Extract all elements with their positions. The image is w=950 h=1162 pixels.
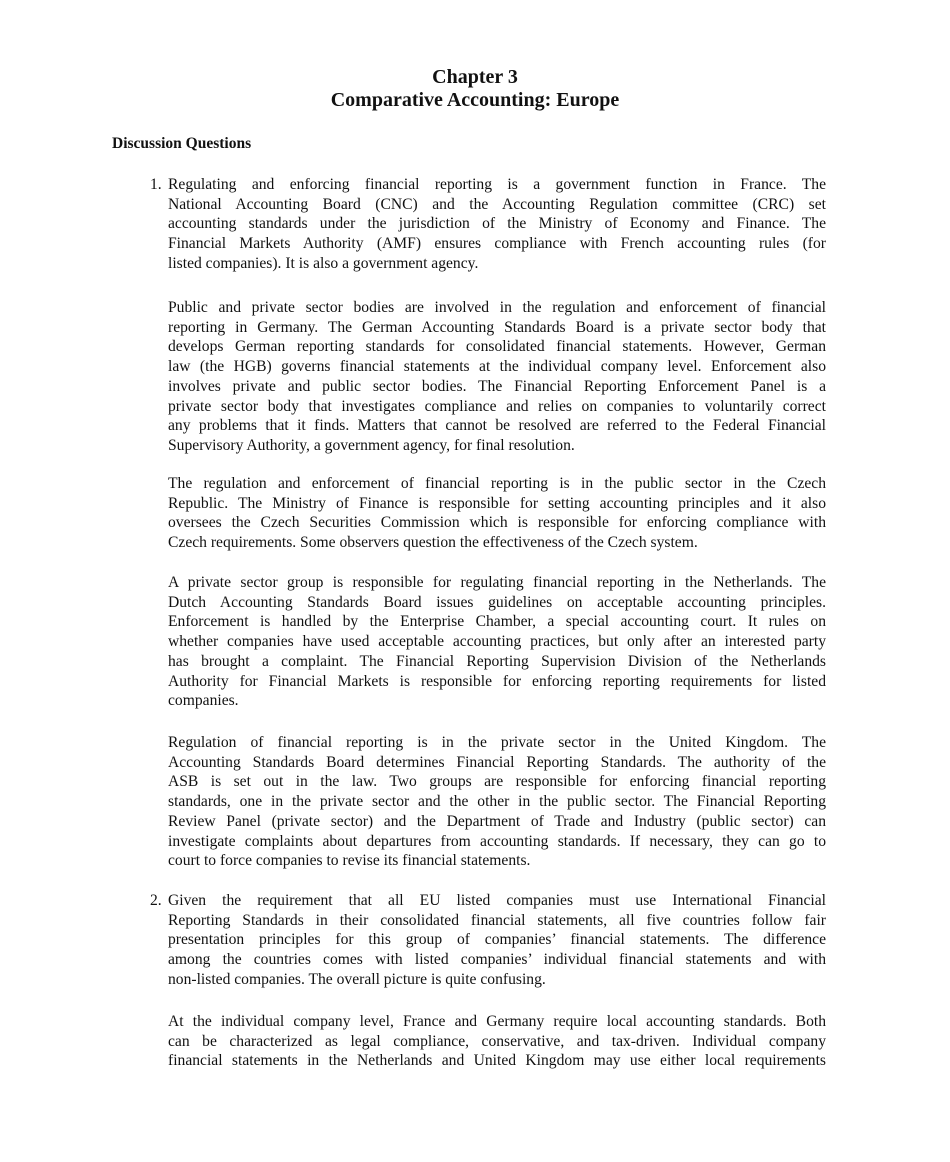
text-line: court to force companies to revise its financial statements. [168,852,531,870]
question-number: 1. [150,176,162,193]
text-line: Czech requirements. Some observers question the effectiveness of the Czech system. [168,534,698,552]
text-line: investigate complaints about departures from accounting standards. If necessary, they can go to [168,832,826,850]
text-line: among the countries comes with listed companies’ individual financial statements and with [168,951,826,969]
text-line: presentation principles for this group of companies’ financial statements. The difference [168,931,826,949]
text-line: can be characterized as legal compliance, conservative, and tax-driven. Individual company [168,1032,826,1050]
paragraph [168,298,826,456]
text-line: accounting standards under the jurisdiction of the Ministry of Economy and Finance. The [168,215,826,233]
paragraph [168,1012,826,1071]
text-line: ASB is set out in the law. Two groups are responsible for enforcing financial reporting [168,773,826,791]
text-line: whether companies have used acceptable accounting practices, but only after an interested party [168,633,826,651]
text-line: A private sector group is responsible for regulating financial reporting in the Netherlands. The [168,574,826,591]
text-line: Regulating and enforcing financial reporting is a government function in France. The [168,176,826,193]
chapter-title: Comparative Accounting: Europe [330,89,620,111]
text-line: Review Panel (private sector) and the Department of Trade and Industry (public sector) can [168,812,826,830]
text-line: Authority for Financial Markets is responsible for enforcing reporting requirements for listed [168,672,826,690]
text-line: has brought a complaint. The Financial Reporting Supervision Division of the Netherlands [168,652,826,670]
numbered-question [150,175,826,274]
text-line: oversees the Czech Securities Commission which is responsible for enforcing compliance with [168,514,826,532]
text-line: At the individual company level, France and Germany require local accounting standards. Both [168,1013,826,1030]
chapter-number: Chapter 3 [432,66,518,88]
paragraph [168,474,826,553]
text-line: Enforcement is handled by the Enterprise Chamber, a special accounting court. It rules on [168,613,826,631]
text-line: standards, one in the private sector and the other in the public sector. The Financial Reporting [168,793,826,811]
question-number: 2. [150,892,162,909]
text-line: develops German reporting standards for consolidated financial statements. However, German [168,338,826,356]
text-line: National Accounting Board (CNC) and the Accounting Regulation committee (CRC) set [168,195,826,213]
text-line: Regulation of financial reporting is in the private sector in the United Kingdom. The [168,734,826,751]
text-line: Reporting Standards in their consolidated financial statements, all five countries follow fair [168,911,826,929]
section-heading: Discussion Questions [112,135,252,152]
numbered-question [150,891,826,990]
text-line: Accounting Standards Board determines Financial Reporting Standards. The authority of the [168,753,826,771]
text-line: Supervisory Authority, a government agency, for final resolution. [168,436,575,454]
paragraph [168,573,826,711]
text-line: The regulation and enforcement of financial reporting is in the public sector in the Czech [168,475,826,492]
text-line: financial statements in the Netherlands and United Kingdom may use either local requirements [168,1052,826,1070]
paragraph [168,733,826,871]
text-line: reporting in Germany. The German Accounting Standards Board is a private sector body that [168,318,826,336]
text-line: Given the requirement that all EU listed companies must use International Financial [168,892,826,909]
text-line: Dutch Accounting Standards Board issues guidelines on acceptable accounting principles. [168,593,826,611]
text-line: companies. [168,692,239,710]
text-line: private sector body that investigates compliance and relies on companies to voluntarily correct [168,397,826,415]
text-line: Financial Markets Authority (AMF) ensures compliance with French accounting rules (for [168,235,826,253]
text-line: any problems that it finds. Matters that cannot be resolved are referred to the Federal Financial [168,417,826,435]
text-line: Republic. The Ministry of Finance is responsible for setting accounting principles and it also [168,494,826,512]
text-line: Public and private sector bodies are involved in the regulation and enforcement of financial [168,299,826,316]
text-line: involves private and public sector bodies. The Financial Reporting Enforcement Panel is a [168,377,826,395]
text-line: law (the HGB) governs financial statements at the individual company level. Enforcement also [168,358,826,376]
text-line: listed companies). It is also a government agency. [168,254,479,272]
text-line: non-listed companies. The overall picture is quite confusing. [168,970,546,988]
